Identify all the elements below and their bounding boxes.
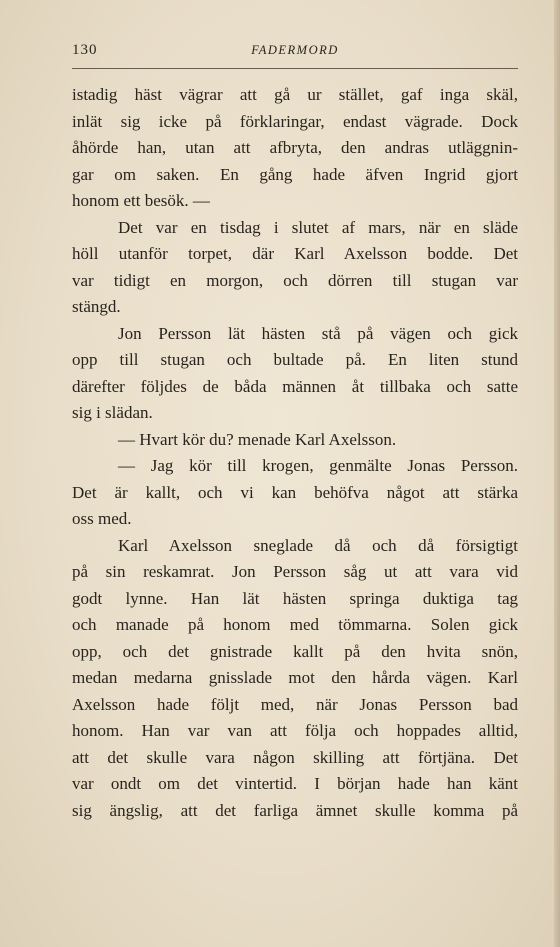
- text-line: åhörde han, utan att afbryta, den andras utläggnin-: [72, 138, 518, 157]
- text-line: oss med.: [72, 509, 132, 528]
- text-line: — Hvart kör du? menade Karl Axelsson.: [118, 429, 397, 449]
- text-line: istadig häst vägrar att gå ur stället, gaf inga skäl,: [72, 85, 518, 104]
- text-line: godt lynne. Han lät hästen springa duktiga tag: [72, 588, 518, 608]
- text-line: — Jag kör till krogen, genmälte Jonas Persson.: [118, 456, 518, 475]
- page-number: 130: [72, 42, 98, 58]
- text-line: sig i slädan.: [72, 403, 153, 422]
- text-line: var ondt om det vintertid. I början hade han känt: [72, 774, 518, 793]
- text-line: höll utanför torpet, där Karl Axelsson bodde. Det: [72, 244, 518, 263]
- text-line: honom ett besök. —: [72, 191, 210, 210]
- text-line: opp till stugan och bultade på. En liten stund: [72, 350, 518, 369]
- text-line: sig ängslig, att det farliga ämnet skulle komma på: [72, 800, 518, 820]
- page-header: [72, 42, 518, 64]
- text-line: Axelsson hade följt med, när Jonas Persson bad: [72, 694, 518, 714]
- text-line: honom. Han var van att följa och hoppades alltid,: [72, 721, 518, 740]
- text-line: Karl Axelsson sneglade då och då försigtigt: [118, 535, 518, 555]
- text-line: inlät sig icke på förklaringar, endast vägrade. Dock: [72, 111, 518, 131]
- text-line: medan medarna gnisslade mot den hårda vägen. Karl: [72, 668, 518, 687]
- text-line: gar om saken. En gång hade äfven Ingrid gjort: [72, 164, 518, 184]
- page-edge: [554, 0, 560, 947]
- text-line: Det var en tisdag i slutet af mars, när en släde: [118, 217, 518, 237]
- text-line: stängd.: [72, 297, 121, 316]
- text-line: Jon Persson lät hästen stå på vägen och gick: [118, 323, 518, 343]
- header-rule: [72, 68, 518, 69]
- text-line: därefter följdes de båda männen åt tillbaka och satte: [72, 376, 518, 396]
- text-line: opp, och det gnistrade kallt på den hvita snön,: [72, 641, 518, 661]
- running-head: FADERMORD: [251, 43, 339, 57]
- text-line: att det skulle vara någon skilling att förtjäna. Det: [72, 747, 518, 767]
- text-line: och manade på honom med tömmarna. Solen gick: [72, 615, 518, 634]
- body-text: [72, 82, 518, 824]
- text-line: var tidigt en morgon, och dörren till stugan var: [72, 270, 518, 290]
- text-line: Det är kallt, och vi kan behöfva något att stärka: [72, 482, 518, 502]
- text-line: på sin reskamrat. Jon Persson såg ut att vara vid: [72, 562, 518, 581]
